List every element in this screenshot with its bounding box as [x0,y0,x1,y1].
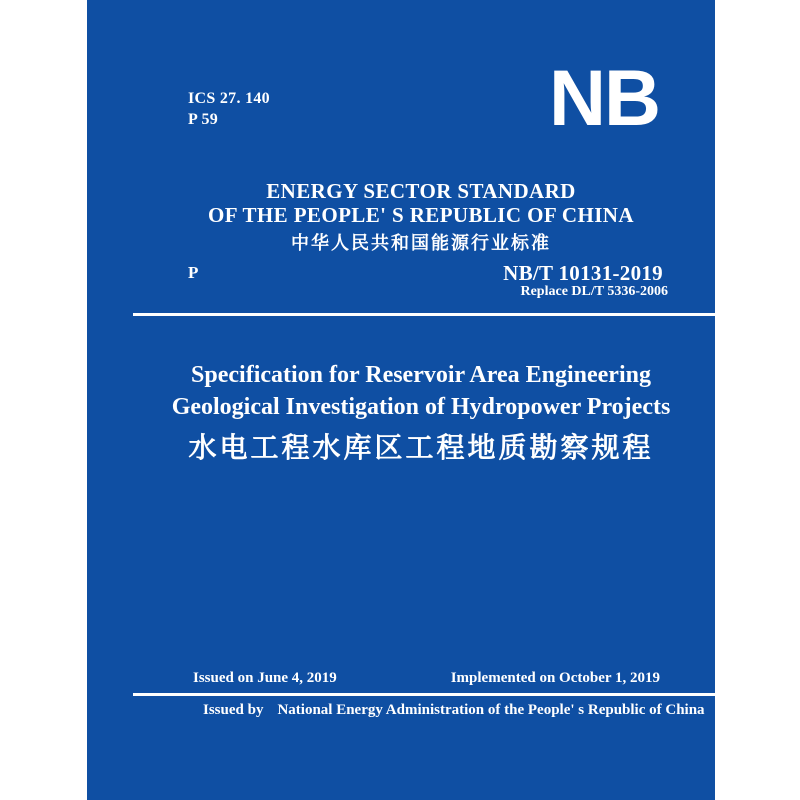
nb-logo: NB [549,53,660,142]
classification-codes [188,88,270,130]
divider-line-bottom [133,693,715,696]
issuer-name: National Energy Administration of the People' s Republic of China [277,702,705,718]
standard-title [127,359,715,466]
implemented-on-text: Implemented on October 1, 2019 [450,670,660,686]
header-en-line1: ENERGY SECTOR STANDARD [266,179,576,203]
issued-by-row [203,702,705,719]
doc-class-code: P 59 [188,111,219,128]
divider-line-top [133,313,715,316]
p-mark: P [188,263,199,282]
header-zh-line: 中华人民共和国能源行业标准 [291,233,551,253]
header-en-line2: OF THE PEOPLE' S REPUBLIC OF CHINA [208,203,634,227]
issued-on-text: Issued on June 4, 2019 [193,670,337,686]
dates-row [193,670,660,687]
cover-blue-panel [87,0,715,800]
title-en-line1: Specification for Reservoir Area Engineering [191,362,651,388]
standard-header [127,179,715,255]
standard-number: NB/T 10131-2019 [503,261,663,285]
issued-by-label: Issued by [203,702,264,718]
ics-code: ICS 27. 140 [188,90,270,107]
title-en-line2: Geological Investigation of Hydropower Projects [171,394,671,420]
title-zh-line: 水电工程水库区工程地质勘察规程 [188,433,654,464]
replaces-note: Replace DL/T 5336-2006 [520,284,668,299]
